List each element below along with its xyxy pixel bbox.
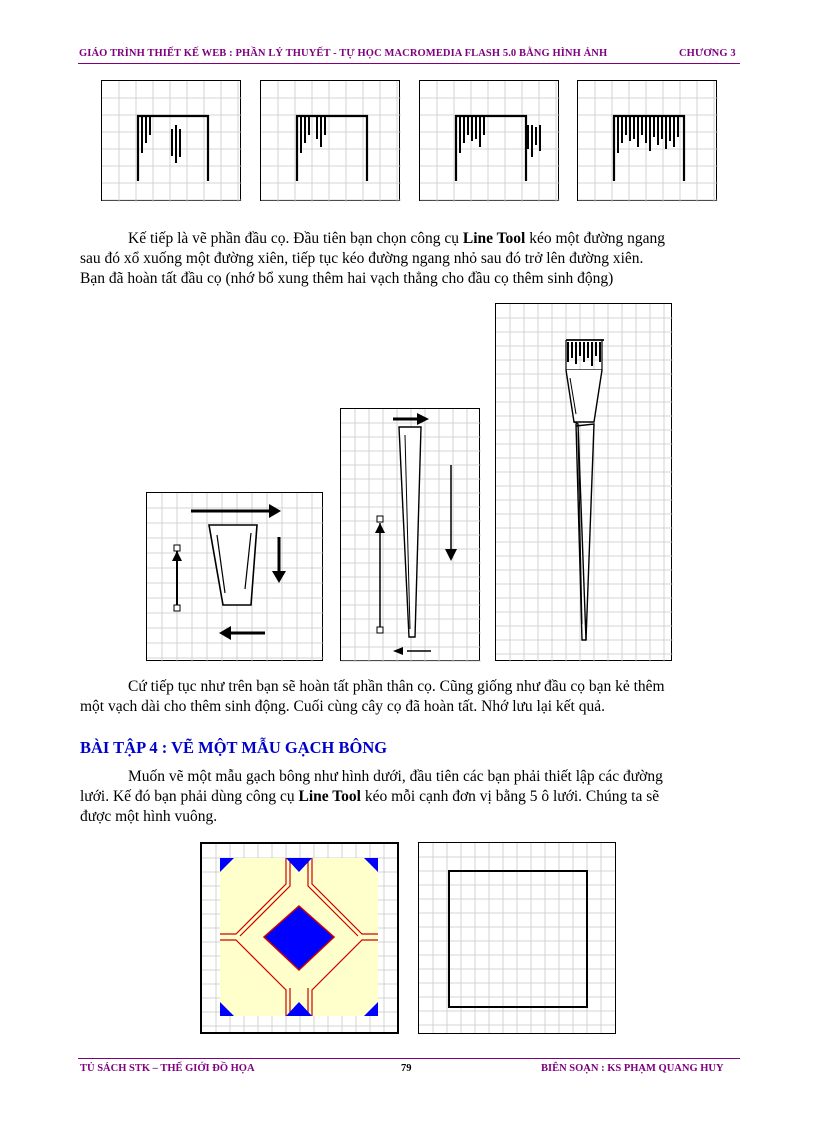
paragraph-brush-head	[80, 229, 740, 289]
figure-brush-tip-step-2	[260, 80, 400, 201]
figure-brush-tip-step-3	[419, 80, 559, 201]
page-number: 79	[401, 1063, 412, 1074]
paragraph-brush-body	[80, 677, 740, 717]
footer-author: BIÊN SOẠN : KS PHẠM QUANG HUY	[541, 1063, 724, 1074]
footer-rule	[78, 1058, 740, 1059]
figure-brush-tip-step-4	[577, 80, 717, 201]
grid-lines	[261, 81, 401, 202]
paragraph-line	[80, 787, 740, 807]
paragraph-line: sau đó xổ xuống một đường xiên, tiếp tục kéo đường ngang nhỏ sau đó trở lên đường xiên.	[80, 250, 644, 267]
paragraph-line: Bạn đã hoàn tất đầu cọ (nhớ bổ xung thêm hai vạch thẳng cho đầu cọ thêm sinh động)	[80, 270, 614, 287]
grid-figure-4	[578, 81, 718, 202]
paragraph-line: Cứ tiếp tục như trên bạn sẽ hoàn tất phần thân cọ. Cũng giống như đầu cọ bạn kẻ thêm	[128, 678, 665, 695]
paragraph-line	[80, 229, 740, 249]
footer-series: TỦ SÁCH STK – THẾ GIỚI ĐỒ HỌA	[80, 1063, 255, 1074]
line-tool-term: Line Tool	[298, 788, 361, 805]
paragraph-line: Muốn vẽ một mẫu gạch bông như hình dưới, đầu tiên các bạn phải thiết lập các đường	[128, 768, 663, 785]
grid-figure-tile	[202, 844, 397, 1032]
paragraph-line: một vạch dài cho thêm sinh động. Cuối cùng cây cọ đã hoàn tất. Nhớ lưu lại kết quả.	[80, 698, 605, 715]
line-tool-term: Line Tool	[462, 230, 526, 247]
grid-figure-3	[420, 81, 560, 202]
text-span: kéo một đường ngang	[525, 230, 666, 247]
paragraph-tile-intro	[80, 767, 740, 827]
grid-figure-square	[419, 843, 615, 1033]
figure-finished-brush	[495, 303, 672, 661]
grid-lines	[578, 81, 718, 202]
text-span: kéo mỗi cạnh đơn vị bằng 5 ô lưới. Chúng ta sẽ	[360, 788, 660, 805]
grid-figure-1	[102, 81, 242, 202]
grid-figure-brush	[496, 304, 673, 662]
figure-square-grid	[418, 842, 616, 1034]
header-chapter: CHƯƠNG 3	[679, 48, 736, 59]
figure-brush-head-arrows	[146, 492, 323, 661]
grid-figure-head	[147, 493, 324, 662]
text-span: Kế tiếp là vẽ phần đầu cọ. Đầu tiên bạn chọn công cụ	[128, 230, 463, 247]
header-rule	[78, 63, 740, 64]
grid-figure-body	[341, 409, 481, 662]
paragraph-line: được một hình vuông.	[80, 808, 218, 825]
section-title: BÀI TẬP 4 : VẼ MỘT MẪU GẠCH BÔNG	[80, 738, 388, 757]
text-span: lưới. Kế đó bạn phải dùng công cụ	[80, 788, 299, 805]
figure-tile-pattern	[200, 842, 399, 1034]
header-title: GIÁO TRÌNH THIẾT KẾ WEB : PHẦN LÝ THUYẾT - TỰ HỌC MACROMEDIA FLASH 5.0 BẰNG HÌNH ẢNH	[79, 48, 608, 59]
grid-figure-2	[261, 81, 401, 202]
figure-brush-body-arrows	[340, 408, 480, 661]
figure-brush-tip-step-1	[101, 80, 241, 201]
